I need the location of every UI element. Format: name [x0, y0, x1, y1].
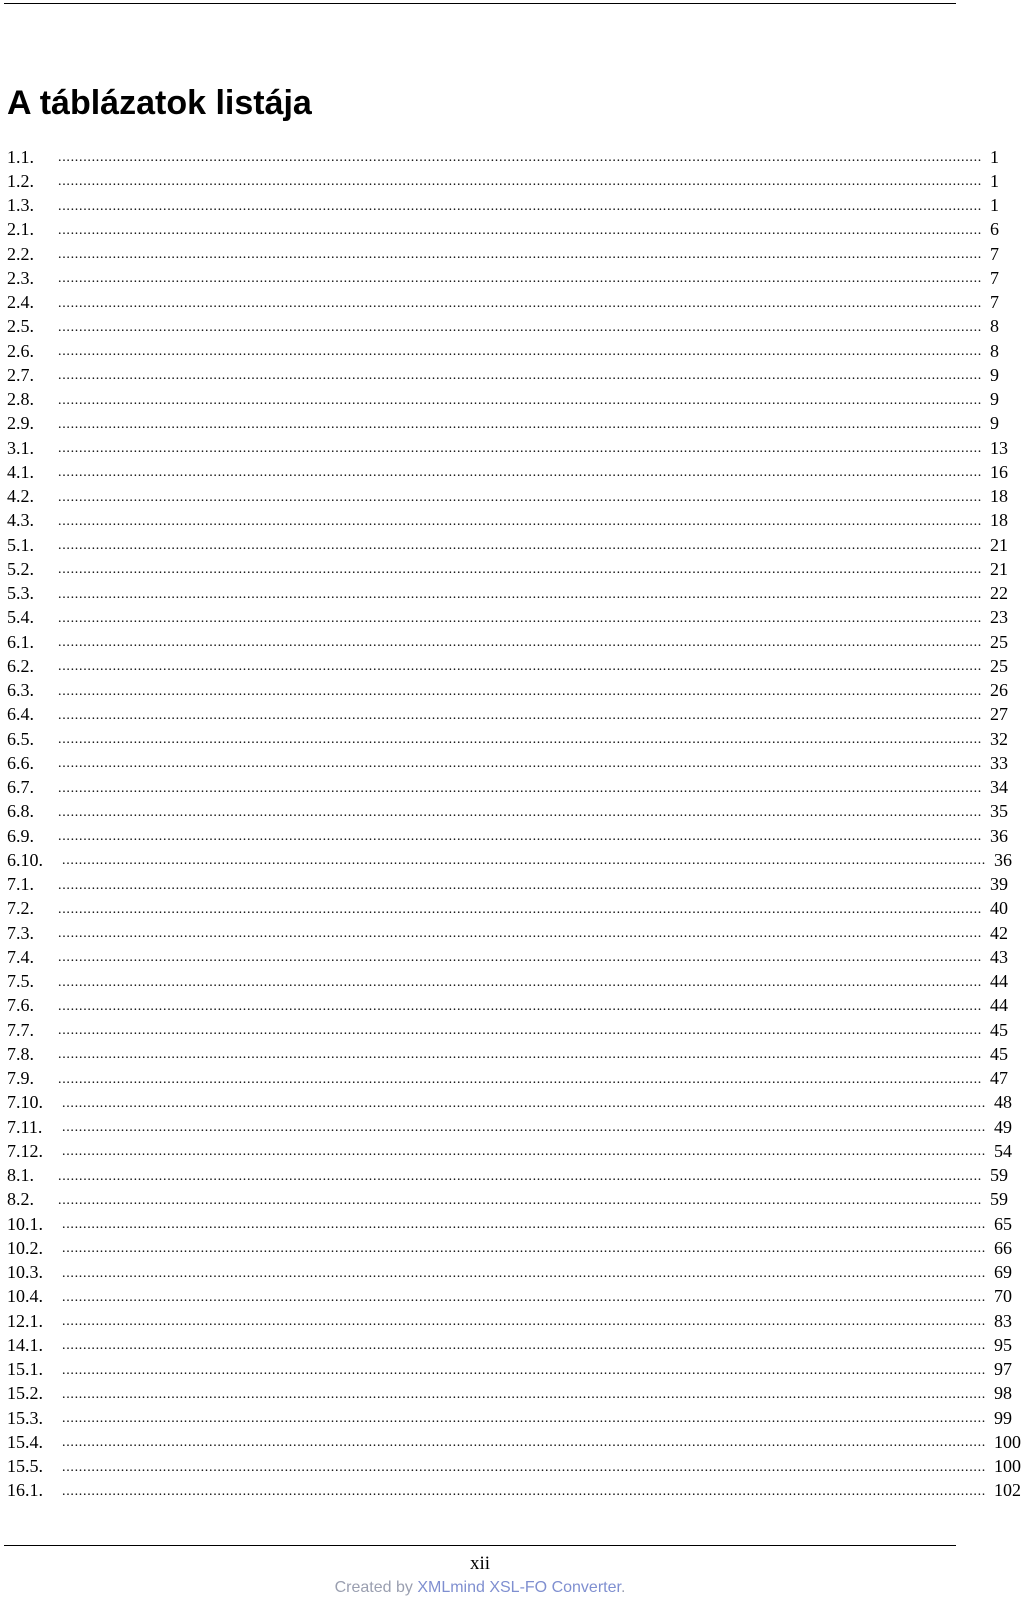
entry-page-number: 39 [990, 874, 1008, 895]
dot-leader: ............................................................................................................................................................................................................................ [58, 610, 982, 626]
entry-number: 15.2. [7, 1383, 43, 1404]
list-item[interactable] [7, 800, 1008, 824]
dot-leader: ............................................................................................................................................................................................................................ [58, 804, 982, 820]
entry-number: 2.4. [7, 292, 34, 313]
dot-leader: ............................................................................................................................................................................................................................ [62, 1289, 986, 1305]
entry-page-number: 18 [990, 510, 1008, 531]
dot-leader: ............................................................................................................................................................................................................................ [58, 683, 982, 699]
watermark-prefix: Created by [334, 1579, 418, 1596]
entry-page-number: 1 [990, 170, 999, 191]
entry-number: 6.10. [7, 849, 43, 870]
entry-number: 7.11. [7, 1116, 43, 1137]
list-item[interactable] [7, 1285, 1012, 1309]
entry-page-number: 23 [990, 607, 1008, 628]
dot-leader: ............................................................................................................................................................................................................................ [58, 392, 982, 408]
dot-leader: ............................................................................................................................................................................................................................ [58, 950, 982, 966]
entry-number: 15.5. [7, 1456, 43, 1477]
entry-number: 2.2. [7, 243, 34, 264]
list-item[interactable] [7, 533, 1008, 557]
list-item[interactable] [7, 654, 1008, 678]
entry-page-number: 54 [994, 1140, 1012, 1161]
entry-number: 7.4. [7, 946, 34, 967]
entry-page-number: 98 [994, 1383, 1012, 1404]
entry-page-number: 65 [994, 1213, 1012, 1234]
list-item[interactable] [7, 1067, 1008, 1091]
entry-number: 10.1. [7, 1213, 43, 1234]
entry-page-number: 102 [994, 1480, 1021, 1501]
list-item[interactable] [7, 509, 1008, 533]
dot-leader: ............................................................................................................................................................................................................................ [62, 1217, 986, 1233]
list-item[interactable] [7, 1406, 1012, 1430]
dot-leader: ............................................................................................................................................................................................................................ [58, 1192, 982, 1208]
entry-number: 5.4. [7, 607, 34, 628]
entry-number: 14.1. [7, 1334, 43, 1355]
entry-page-number: 45 [990, 1019, 1008, 1040]
entry-page-number: 36 [990, 825, 1008, 846]
list-item[interactable] [7, 315, 999, 339]
entry-number: 6.7. [7, 777, 34, 798]
list-item[interactable] [7, 218, 999, 242]
entry-number: 5.3. [7, 583, 34, 604]
dot-leader: ............................................................................................................................................................................................................................ [58, 732, 982, 748]
entry-page-number: 100 [994, 1456, 1021, 1477]
dot-leader: ............................................................................................................................................................................................................................ [58, 877, 982, 893]
entry-page-number: 9 [990, 389, 999, 410]
list-item[interactable] [7, 485, 1008, 509]
entry-number: 6.6. [7, 752, 34, 773]
dot-leader: ............................................................................................................................................................................................................................ [58, 901, 982, 917]
list-item[interactable] [7, 1188, 1008, 1212]
entry-page-number: 43 [990, 946, 1008, 967]
entry-number: 6.9. [7, 825, 34, 846]
entry-page-number: 27 [990, 704, 1008, 725]
dot-leader: ............................................................................................................................................................................................................................ [58, 974, 982, 990]
entry-number: 1.1. [7, 146, 34, 167]
entry-number: 2.9. [7, 413, 34, 434]
entry-page-number: 49 [994, 1116, 1012, 1137]
entry-page-number: 26 [990, 680, 1008, 701]
entry-number: 7.7. [7, 1019, 34, 1040]
dot-leader: ............................................................................................................................................................................................................................ [62, 1386, 986, 1402]
list-item[interactable] [7, 727, 1008, 751]
dot-leader: ............................................................................................................................................................................................................................ [58, 756, 982, 772]
dot-leader: ............................................................................................................................................................................................................................ [58, 635, 982, 651]
entry-number: 5.1. [7, 534, 34, 555]
entry-page-number: 22 [990, 583, 1008, 604]
dot-leader: ............................................................................................................................................................................................................................ [58, 707, 982, 723]
list-item[interactable] [7, 1261, 1012, 1285]
dot-leader: ............................................................................................................................................................................................................................ [62, 1314, 986, 1330]
entry-page-number: 25 [990, 655, 1008, 676]
dot-leader: ............................................................................................................................................................................................................................ [62, 1435, 986, 1451]
dot-leader: ............................................................................................................................................................................................................................ [62, 1120, 986, 1136]
dot-leader: ............................................................................................................................................................................................................................ [58, 247, 982, 263]
entry-number: 2.3. [7, 267, 34, 288]
list-item[interactable] [7, 945, 1008, 969]
dot-leader: ............................................................................................................................................................................................................................ [58, 998, 982, 1014]
list-item[interactable] [7, 388, 999, 412]
entry-page-number: 36 [994, 849, 1012, 870]
entry-page-number: 44 [990, 995, 1008, 1016]
list-item[interactable] [7, 145, 999, 169]
entry-page-number: 21 [990, 558, 1008, 579]
entry-page-number: 7 [990, 292, 999, 313]
dot-leader: ............................................................................................................................................................................................................................ [58, 489, 982, 505]
entry-number: 10.4. [7, 1286, 43, 1307]
entry-number: 12.1. [7, 1310, 43, 1331]
dot-leader: ............................................................................................................................................................................................................................ [58, 319, 982, 335]
entry-page-number: 9 [990, 413, 999, 434]
entry-page-number: 25 [990, 631, 1008, 652]
list-item[interactable] [7, 460, 1008, 484]
entry-number: 7.2. [7, 898, 34, 919]
entry-page-number: 99 [994, 1407, 1012, 1428]
dot-leader: ............................................................................................................................................................................................................................ [62, 1483, 986, 1499]
dot-leader: ............................................................................................................................................................................................................................ [58, 562, 982, 578]
list-item[interactable] [7, 242, 999, 266]
dot-leader: ............................................................................................................................................................................................................................ [58, 441, 982, 457]
dot-leader: ............................................................................................................................................................................................................................ [58, 586, 982, 602]
dot-leader: ............................................................................................................................................................................................................................ [58, 513, 982, 529]
entry-number: 1.3. [7, 195, 34, 216]
entry-number: 3.1. [7, 437, 34, 458]
entry-number: 7.1. [7, 874, 34, 895]
entry-page-number: 33 [990, 752, 1008, 773]
dot-leader: ............................................................................................................................................................................................................................ [58, 926, 982, 942]
entry-page-number: 59 [990, 1189, 1008, 1210]
list-item[interactable] [7, 1333, 1012, 1357]
dot-leader: ............................................................................................................................................................................................................................ [62, 1411, 986, 1427]
entry-number: 6.5. [7, 728, 34, 749]
dot-leader: ............................................................................................................................................................................................................................ [58, 659, 982, 675]
dot-leader: ............................................................................................................................................................................................................................ [62, 1144, 986, 1160]
entry-page-number: 1 [990, 146, 999, 167]
list-item[interactable] [7, 1455, 1021, 1479]
dot-leader: ............................................................................................................................................................................................................................ [58, 780, 982, 796]
list-item[interactable] [7, 1091, 1012, 1115]
entry-number: 2.1. [7, 219, 34, 240]
entry-page-number: 42 [990, 922, 1008, 943]
list-item[interactable] [7, 1358, 1012, 1382]
entry-page-number: 69 [994, 1262, 1012, 1283]
dot-leader: ............................................................................................................................................................................................................................ [58, 368, 982, 384]
list-item[interactable] [7, 194, 999, 218]
dot-leader: ............................................................................................................................................................................................................................ [58, 271, 982, 287]
list-item[interactable] [7, 339, 999, 363]
list-item[interactable] [7, 848, 1012, 872]
list-item[interactable] [7, 412, 999, 436]
entry-number: 2.6. [7, 340, 34, 361]
entry-page-number: 32 [990, 728, 1008, 749]
entry-number: 2.5. [7, 316, 34, 337]
dot-leader: ............................................................................................................................................................................................................................ [62, 1095, 986, 1111]
list-item[interactable] [7, 1309, 1012, 1333]
entry-number: 4.2. [7, 486, 34, 507]
list-item[interactable] [7, 873, 1008, 897]
entry-page-number: 44 [990, 971, 1008, 992]
table-list [7, 145, 1021, 1503]
entry-number: 7.3. [7, 922, 34, 943]
dot-leader: ............................................................................................................................................................................................................................ [58, 150, 982, 166]
entry-page-number: 59 [990, 1165, 1008, 1186]
entry-page-number: 8 [990, 316, 999, 337]
list-item[interactable] [7, 1236, 1012, 1260]
entry-number: 7.8. [7, 1043, 34, 1064]
entry-number: 8.1. [7, 1165, 34, 1186]
list-item[interactable] [7, 630, 1008, 654]
entry-number: 6.3. [7, 680, 34, 701]
entry-page-number: 9 [990, 364, 999, 385]
entry-page-number: 21 [990, 534, 1008, 555]
entry-page-number: 35 [990, 801, 1008, 822]
entry-number: 16.1. [7, 1480, 43, 1501]
dot-leader: ............................................................................................................................................................................................................................ [58, 538, 982, 554]
entry-number: 4.1. [7, 461, 34, 482]
entry-page-number: 45 [990, 1043, 1008, 1064]
entry-page-number: 66 [994, 1237, 1012, 1258]
list-item[interactable] [7, 557, 1008, 581]
entry-page-number: 13 [990, 437, 1008, 458]
entry-page-number: 83 [994, 1310, 1012, 1331]
list-item[interactable] [7, 824, 1008, 848]
dot-leader: ............................................................................................................................................................................................................................ [58, 1047, 982, 1063]
entry-number: 10.3. [7, 1262, 43, 1283]
entry-page-number: 70 [994, 1286, 1012, 1307]
watermark-suffix: . [620, 1579, 626, 1596]
dot-leader: ............................................................................................................................................................................................................................ [58, 295, 982, 311]
list-item[interactable] [7, 921, 1008, 945]
entry-number: 15.4. [7, 1431, 43, 1452]
entry-page-number: 7 [990, 267, 999, 288]
entry-page-number: 16 [990, 461, 1008, 482]
list-item[interactable] [7, 1430, 1021, 1454]
list-item[interactable] [7, 703, 1008, 727]
entry-number: 7.9. [7, 1068, 34, 1089]
list-item[interactable] [7, 363, 999, 387]
list-item[interactable] [7, 606, 1008, 630]
entry-page-number: 1 [990, 195, 999, 216]
list-item[interactable] [7, 436, 1008, 460]
dot-leader: ............................................................................................................................................................................................................................ [58, 174, 982, 190]
dot-leader: ............................................................................................................................................................................................................................ [58, 416, 982, 432]
list-item[interactable] [7, 679, 1008, 703]
dot-leader: ............................................................................................................................................................................................................................ [62, 1459, 986, 1475]
entry-number: 6.8. [7, 801, 34, 822]
entry-number: 7.10. [7, 1092, 43, 1113]
entry-page-number: 47 [990, 1068, 1008, 1089]
list-item[interactable] [7, 1164, 1008, 1188]
watermark [0, 1578, 960, 1598]
entry-number: 7.5. [7, 971, 34, 992]
top-rule [4, 3, 956, 4]
dot-leader: ............................................................................................................................................................................................................................ [58, 1168, 982, 1184]
entry-page-number: 95 [994, 1334, 1012, 1355]
dot-leader: ............................................................................................................................................................................................................................ [58, 198, 982, 214]
dot-leader: ............................................................................................................................................................................................................................ [62, 853, 986, 869]
list-item[interactable] [7, 751, 1008, 775]
list-item[interactable] [7, 169, 999, 193]
entry-page-number: 8 [990, 340, 999, 361]
entry-number: 7.12. [7, 1140, 43, 1161]
entry-number: 15.1. [7, 1359, 43, 1380]
entry-page-number: 100 [994, 1431, 1021, 1452]
entry-number: 6.1. [7, 631, 34, 652]
list-item[interactable] [7, 1382, 1012, 1406]
entry-page-number: 40 [990, 898, 1008, 919]
watermark-brand: XMLmind XSL-FO Converter [417, 1579, 621, 1596]
dot-leader: ............................................................................................................................................................................................................................ [62, 1265, 986, 1281]
entry-page-number: 18 [990, 486, 1008, 507]
entry-number: 6.2. [7, 655, 34, 676]
dot-leader: ............................................................................................................................................................................................................................ [62, 1338, 986, 1354]
entry-number: 5.2. [7, 558, 34, 579]
entry-page-number: 7 [990, 243, 999, 264]
dot-leader: ............................................................................................................................................................................................................................ [58, 465, 982, 481]
entry-page-number: 34 [990, 777, 1008, 798]
footer-rule [4, 1545, 956, 1546]
list-item[interactable] [7, 1042, 1008, 1066]
dot-leader: ............................................................................................................................................................................................................................ [58, 829, 982, 845]
entry-page-number: 6 [990, 219, 999, 240]
dot-leader: ............................................................................................................................................................................................................................ [58, 1023, 982, 1039]
entry-number: 2.7. [7, 364, 34, 385]
list-item[interactable] [7, 897, 1008, 921]
dot-leader: ............................................................................................................................................................................................................................ [58, 222, 982, 238]
entry-number: 8.2. [7, 1189, 34, 1210]
page-title: A táblázatok listája [7, 84, 312, 122]
list-item[interactable] [7, 1018, 1008, 1042]
entry-number: 4.3. [7, 510, 34, 531]
entry-page-number: 97 [994, 1359, 1012, 1380]
list-item[interactable] [7, 1139, 1012, 1163]
list-item[interactable] [7, 970, 1008, 994]
list-item[interactable] [7, 1212, 1012, 1236]
list-item[interactable] [7, 291, 999, 315]
list-item[interactable] [7, 1479, 1021, 1503]
list-item[interactable] [7, 1115, 1012, 1139]
list-item[interactable] [7, 776, 1008, 800]
entry-number: 7.6. [7, 995, 34, 1016]
list-item[interactable] [7, 994, 1008, 1018]
dot-leader: ............................................................................................................................................................................................................................ [58, 344, 982, 360]
page-number: xii [469, 1553, 491, 1574]
dot-leader: ............................................................................................................................................................................................................................ [58, 1071, 982, 1087]
entry-number: 15.3. [7, 1407, 43, 1428]
list-item[interactable] [7, 266, 999, 290]
dot-leader: ............................................................................................................................................................................................................................ [62, 1241, 986, 1257]
entry-number: 1.2. [7, 170, 34, 191]
entry-page-number: 48 [994, 1092, 1012, 1113]
dot-leader: ............................................................................................................................................................................................................................ [62, 1362, 986, 1378]
entry-number: 6.4. [7, 704, 34, 725]
list-item[interactable] [7, 582, 1008, 606]
entry-number: 2.8. [7, 389, 34, 410]
entry-number: 10.2. [7, 1237, 43, 1258]
